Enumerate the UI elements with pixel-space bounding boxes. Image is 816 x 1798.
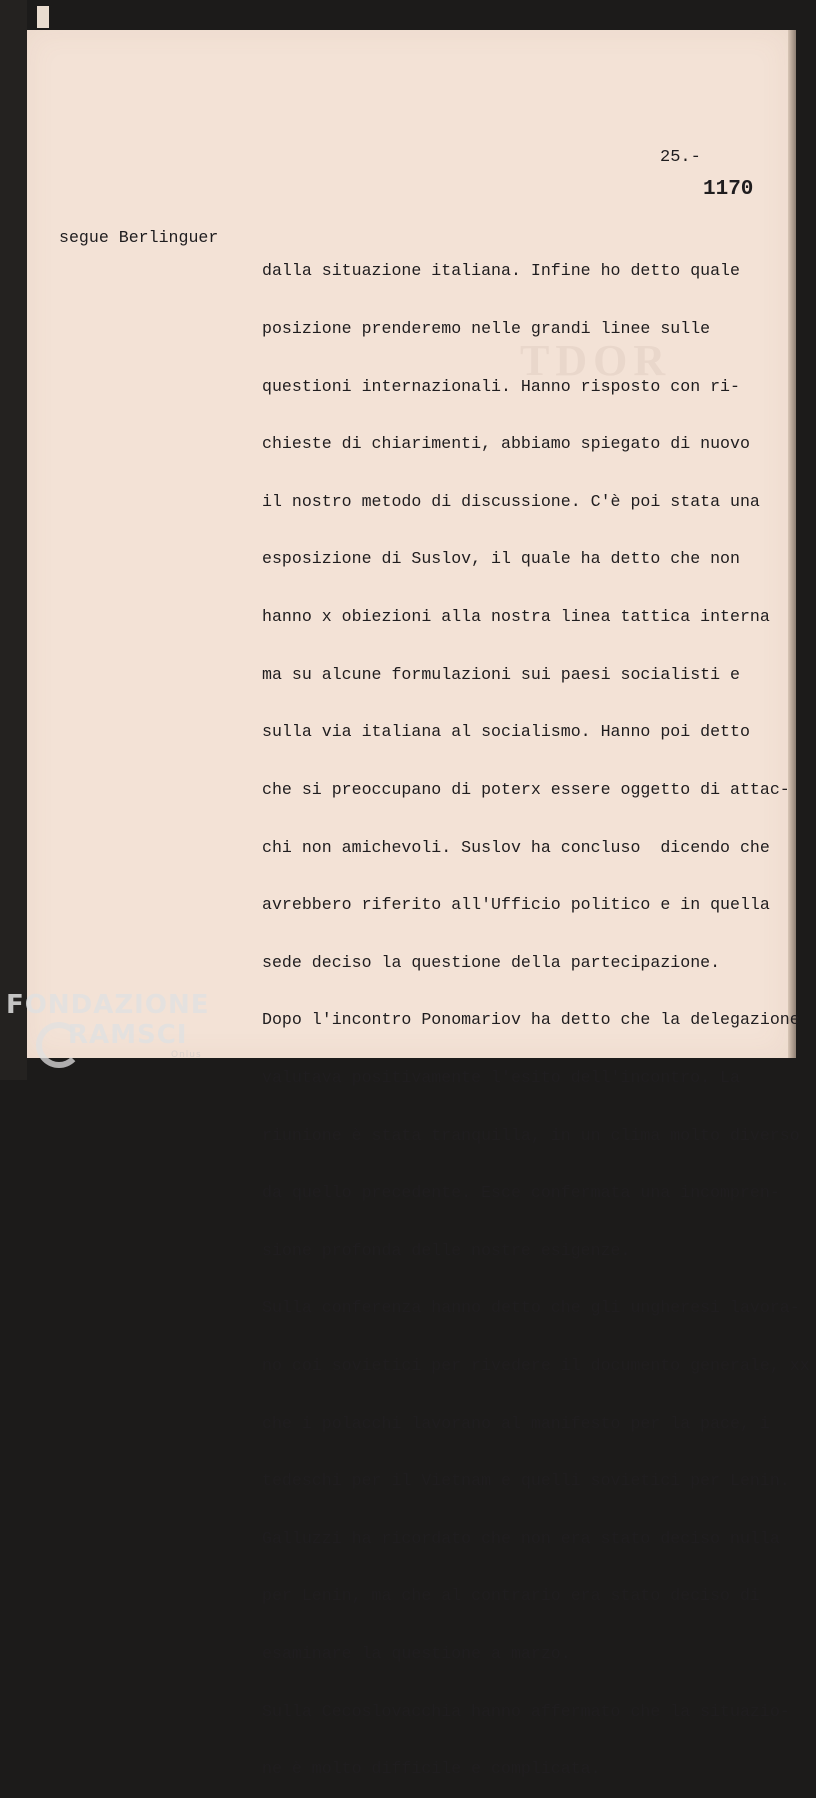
body-line: valutava positivamente l'esito dell'incontro. La [262,1067,740,1087]
section-label: segue Berlinguer [59,228,219,247]
body-line: ne è molto difficile e complicata. [262,1759,601,1779]
watermark-logo [6,990,209,1060]
paper-tab [37,6,49,28]
body-line: per Lenin, ma che al contrario era stato deciso di [262,1586,760,1606]
body-line: Galluzzi ha ricordato che non era stato deciso nulla [262,1528,780,1548]
body-line: che i polacchi lavorano al manifesto per la pace, i [262,1413,770,1433]
body-line: questioni internazionali. Hanno risposto con ri- [262,376,740,396]
body-line: chieste di chiarimenti, abbiamo spiegato di nuovo [262,434,750,454]
watermark-line1: FONDAZIONE [6,990,210,1020]
document-number: 1170 [703,178,754,201]
body-line: posizione prenderemo nelle grandi linee sulle [262,319,711,339]
body-line: sione profonda delle nostre esigenze. [262,1240,631,1260]
body-line: ma su alcune formulazioni sui paesi socialisti e [262,664,740,684]
body-line: riunione è stata tranquilla, in un clima molto diverso [262,1125,800,1145]
show-through-text: TDOR [520,336,672,385]
watermark-line2: RAMSCI [68,1020,188,1050]
body-line: Sulla Cecoslovacchia hanno affermato che la situazio- [262,1701,790,1721]
body-line: da quello precedente. Esce confermata una incompren- [262,1183,780,1203]
body-text [262,223,810,1798]
body-line: sede deciso la questione della partecipazione. [262,952,721,972]
page-number: 25.- [660,148,701,167]
body-line: dalla situazione italiana. Infine ho detto quale [262,261,740,281]
body-line: chi non amichevoli. Suslov ha concluso dicendo che [262,837,770,857]
body-line: Sulla conferenza hanno detto che gli ungheresi lavora- [262,1298,800,1318]
body-line: esposizione di Suslov, il quale ha detto che non [262,549,740,569]
scanner-left-margin [0,0,27,1080]
body-line: il nostro metodo di discussione. C'è poi stata una [262,491,760,511]
body-line: sulla via italiana al socialismo. Hanno poi detto [262,722,750,742]
body-line: avrebbero riferito all'Ufficio politico e in quella [262,895,770,915]
body-line: hanno x obiezioni alla nostra linea tattica interna [262,607,770,627]
body-line: tedeschi per il Vietnam e quelli sovietici per Lenin. [262,1471,790,1491]
body-line: che si preoccupano di poterx essere oggetto di attac- [262,779,790,799]
body-line: Dopo l'incontro Ponomariov ha detto che la delegazione [262,1010,800,1030]
body-line: no coi sovietici per rivedere il documento generale, xx [262,1355,810,1375]
watermark-sub: Onlus [171,1050,202,1060]
body-line: esaminare la questione a marzo. [262,1644,571,1664]
